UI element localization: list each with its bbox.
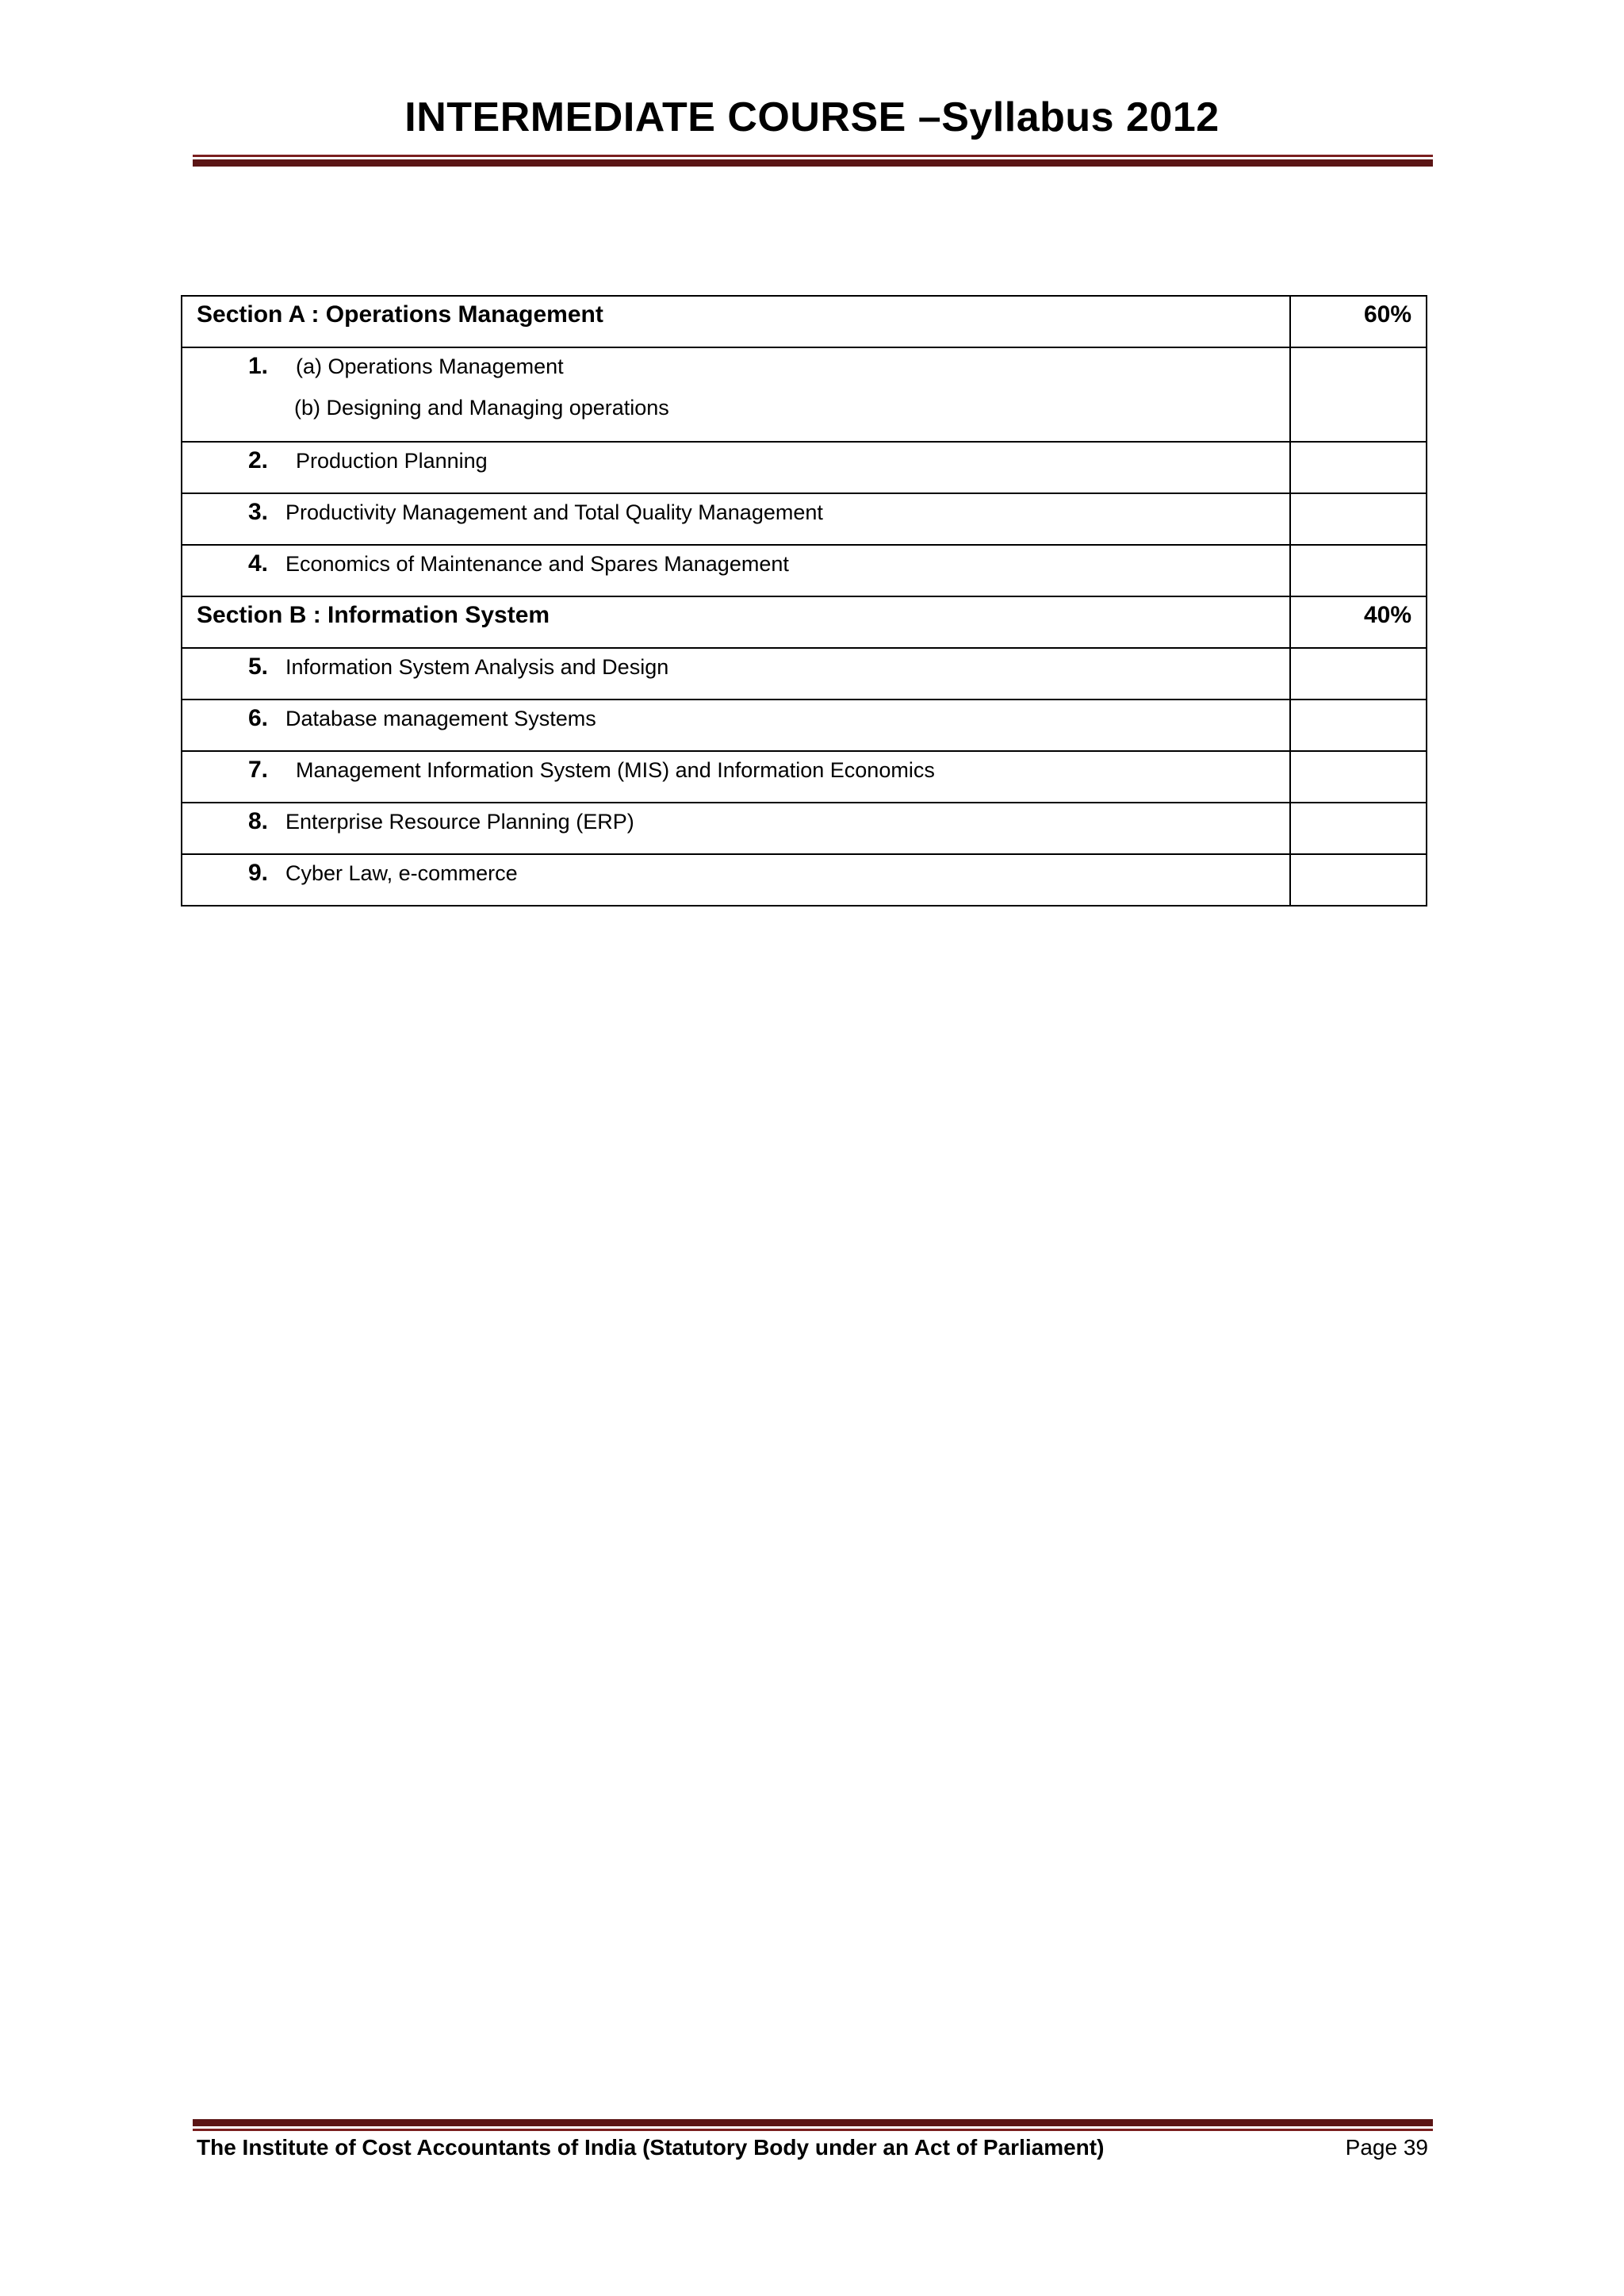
weight-cell	[1290, 648, 1427, 700]
table-row	[182, 700, 1427, 751]
section-b-title: Section B : Information System	[197, 602, 550, 628]
topic-cell	[182, 442, 1290, 493]
table-row	[182, 803, 1427, 854]
topic-number: 2.	[247, 447, 268, 473]
topic-cell	[182, 700, 1290, 751]
section-a-title-cell	[182, 296, 1290, 347]
page-title: INTERMEDIATE COURSE –Syllabus 2012	[404, 94, 1220, 140]
topic-number: 5.	[247, 654, 268, 680]
topic-number: 7.	[247, 757, 268, 783]
weight-cell	[1290, 700, 1427, 751]
section-b-header-row	[182, 596, 1427, 648]
topic-cell	[182, 545, 1290, 596]
weight-cell	[1290, 347, 1427, 442]
table-row	[182, 493, 1427, 545]
topic-title: Database management Systems	[285, 707, 596, 730]
topic-title: Information System Analysis and Design	[285, 655, 669, 679]
weight-cell	[1290, 751, 1427, 803]
topic-cell	[182, 493, 1290, 545]
topic-number: 1.	[247, 353, 268, 379]
topic-cell	[182, 803, 1290, 854]
weight-cell	[1290, 854, 1427, 906]
topic-number: 6.	[247, 705, 268, 731]
section-a-weight: 60%	[1363, 301, 1411, 328]
topic-title: Management Information System (MIS) and Information Economics	[296, 758, 935, 782]
topic-title: Production Planning	[296, 449, 488, 473]
weight-cell	[1290, 803, 1427, 854]
topic-subtitle: (b) Designing and Managing operations	[294, 396, 669, 420]
topic-cell	[182, 648, 1290, 700]
topic-title: Economics of Maintenance and Spares Management	[285, 552, 789, 576]
topic-title: Enterprise Resource Planning (ERP)	[285, 810, 634, 834]
section-b-title-cell	[182, 596, 1290, 648]
topic-cell	[182, 347, 1290, 442]
weight-cell	[1290, 442, 1427, 493]
table-row	[182, 751, 1427, 803]
weight-cell	[1290, 493, 1427, 545]
table-row	[182, 347, 1427, 442]
footer-divider-thin	[193, 2129, 1433, 2131]
header-divider-thick	[193, 159, 1433, 167]
section-a-title: Section A : Operations Management	[197, 301, 603, 328]
topic-number: 8.	[247, 808, 268, 834]
header-divider-thin	[193, 155, 1433, 157]
topic-cell	[182, 854, 1290, 906]
topic-number: 3.	[247, 499, 268, 525]
topic-title: Cyber Law, e-commerce	[285, 861, 518, 885]
topic-title: Productivity Management and Total Quality Management	[285, 500, 823, 524]
footer-institute: The Institute of Cost Accountants of India (Statutory Body under an Act of Parliament)	[197, 2135, 1105, 2160]
section-a-header-row	[182, 296, 1427, 347]
page-number: Page 39	[1345, 2135, 1428, 2160]
topic-title: (a) Operations Management	[296, 355, 564, 378]
weight-cell	[1290, 545, 1427, 596]
table-row	[182, 545, 1427, 596]
topic-number: 9.	[247, 860, 268, 886]
table-row	[182, 442, 1427, 493]
syllabus-table	[181, 295, 1427, 907]
topic-number: 4.	[247, 550, 268, 577]
table-row	[182, 854, 1427, 906]
footer-divider-thick	[193, 2119, 1433, 2126]
section-a-weight-cell	[1290, 296, 1427, 347]
table-row	[182, 648, 1427, 700]
section-b-weight-cell	[1290, 596, 1427, 648]
topic-cell	[182, 751, 1290, 803]
section-b-weight: 40%	[1363, 602, 1411, 628]
